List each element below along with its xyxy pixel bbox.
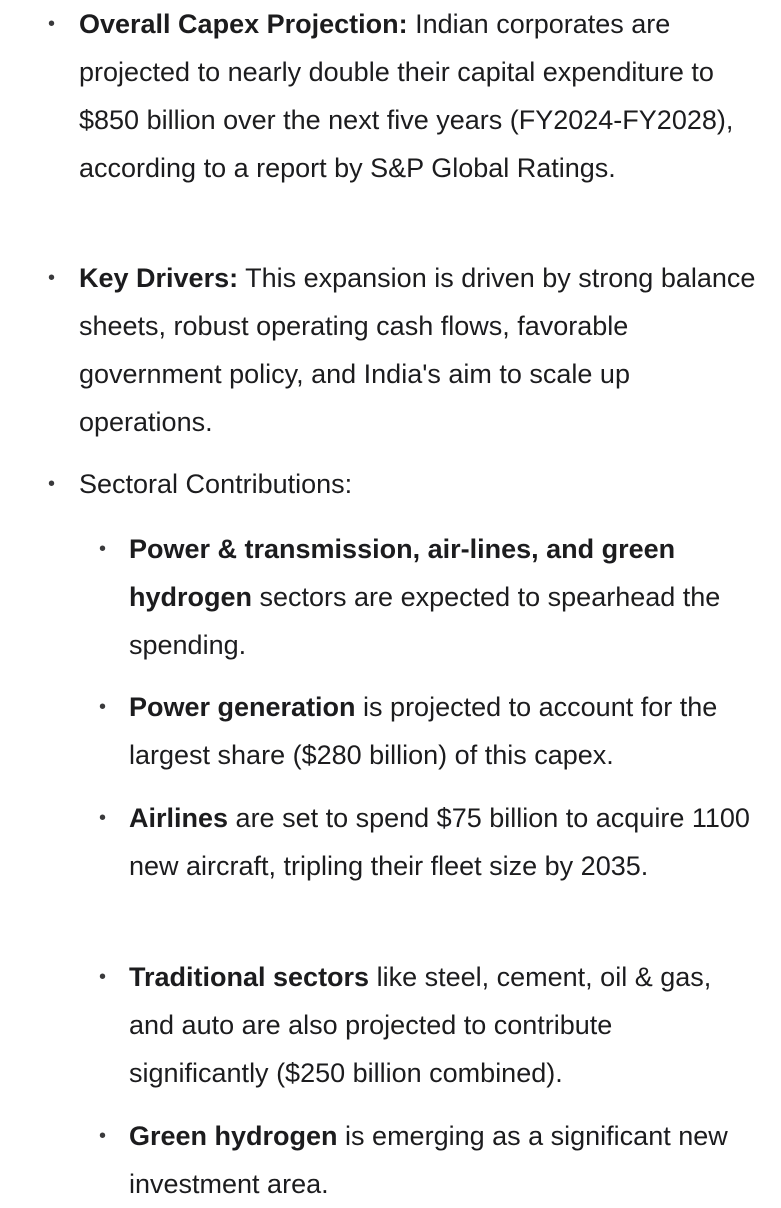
sublist-item-bold-label: Power & transmission, air-lines, and green hydrogen [129,534,676,612]
sublist-item-text [129,794,759,890]
sublist-item-body: are set to spend $75 billion to acquire 1100 new aircraft, tripling their fleet size by 2035. [129,803,750,881]
sublist-item-bold-label: Green hydrogen [129,1121,338,1151]
list-item-bold-label: Overall Capex Projection: [79,9,408,39]
sublist-item-body: like steel, cement, oil & gas, and auto are also projected to contribute significantly ($250 billion combined). [129,962,712,1088]
bullet-icon: • [48,473,56,495]
list-item-body: Indian corporates are projected to nearly double their capital expenditure to $850 billion over the next five years (FY2024-FY2028), according to a report by S&P Global Ratings. [79,9,734,183]
sublist-item-text [129,683,759,779]
sublist-item-bold-label: Power generation [129,692,356,722]
bullet-icon: • [99,538,107,560]
list-item-body: Sectoral Contributions: [79,469,353,499]
bullet-icon: • [99,966,107,988]
list-item-text [79,254,759,446]
sublist-item-text [129,953,759,1097]
sublist-item-text [129,1112,759,1208]
bullet-icon: • [48,13,56,35]
sublist-item-body: is projected to account for the largest share ($280 billion) of this capex. [129,692,718,770]
sublist-item-bold-label: Traditional sectors [129,962,370,992]
bullet-icon: • [99,807,107,829]
list-item-bold-label: Key Drivers: [79,263,239,293]
bullet-icon: • [99,1125,107,1147]
list-item-text [79,460,759,508]
list-item-body: This expansion is driven by strong balance sheets, robust operating cash flows, favorable government policy, and India's aim to scale up operations. [79,263,756,437]
sublist-item-body: sectors are expected to spearhead the spending. [129,582,721,660]
bullet-icon: • [99,696,107,718]
sublist-item-text [129,525,759,669]
bullet-icon: • [48,267,56,289]
sublist-item-bold-label: Airlines [129,803,229,833]
sublist-item-body: is emerging as a significant new investment area. [129,1121,728,1199]
list-item-text [79,0,759,192]
